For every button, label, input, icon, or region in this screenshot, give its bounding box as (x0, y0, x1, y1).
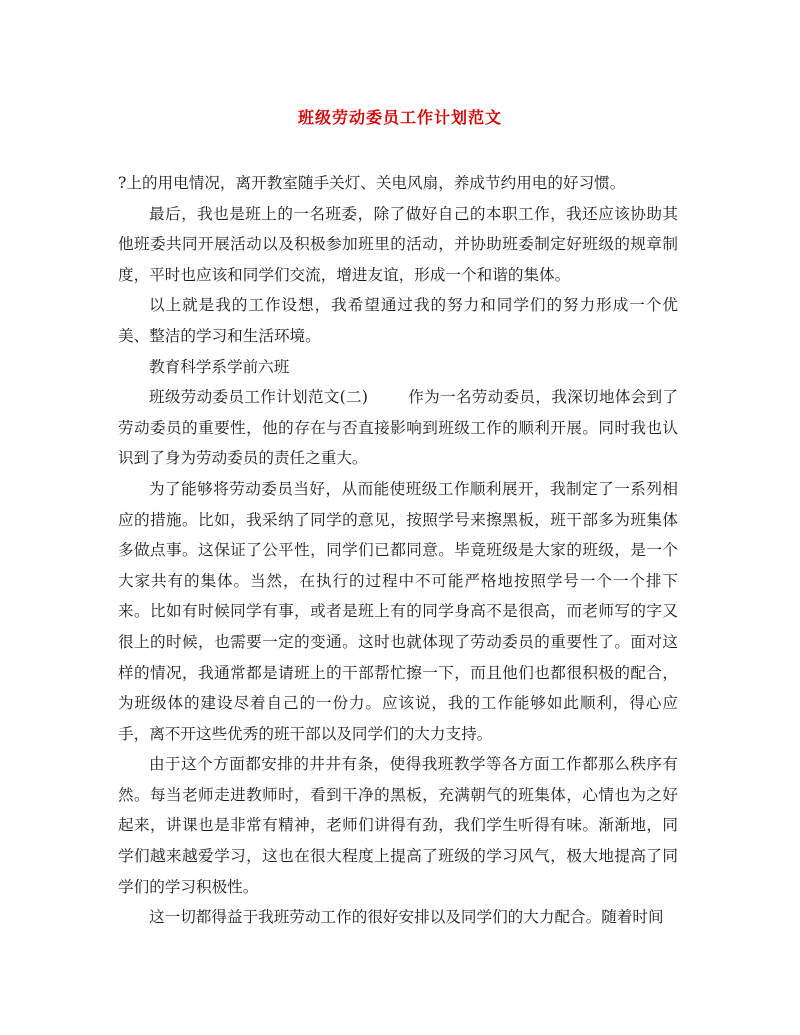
section-heading: 班级劳动委员工作计划范文(二) (149, 388, 368, 407)
paragraph-5: 为了能够将劳动委员当好，从而能使班级工作顺利展开，我制定了一系列相应的措施。比如，我采纳了同学的意见，按照学号来擦黑板，班干部多为班集体多做点事。这保证了公平性，同学们已都同意。毕竟班级是大家的班级，是一个大家共有的集体。当然，在执行的过程中不可能严格地按照学号一个一个排下来。比如有时候同学有事，或者是班上有的同学身高不是很高，而老师写的字又很上的时候，也需要一定的变通。这时也就体现了劳动委员的重要性了。面对这样的情况，我通常都是请班上的干部帮忙擦一下，而且他们也都很积极的配合，为班级体的建设尽着自己的一份力。应该说，我的工作能够如此顺利，得心应手，离不开这些优秀的班干部以及同学们的大力支持。 (118, 479, 678, 743)
document-body (118, 168, 678, 933)
section-paragraph (118, 382, 678, 474)
paragraph-1: ?上的用电情况，离开教室随手关灯、关电风扇，养成节约用电的好习惯。 (118, 174, 626, 192)
section-first-paragraph: 作为一名劳动委员，我深切地体会到了劳动委员的重要性，他的存在与否直接影响到班级工作的顺利开展。同时我也认识到了身为劳动委员的责任之重大。 (118, 388, 678, 468)
paragraph-2: 最后，我也是班上的一名班委，除了做好自己的本职工作，我还应该协助其他班委共同开展活动以及积极参加班里的活动，并协助班委制定好班级的规章制度，平时也应该和同学们交流，增进友谊，形成一个和谐的集体。 (118, 204, 678, 284)
department-line: 教育科学系学前六班 (149, 357, 290, 376)
paragraph-6: 由于这个方面都安排的井井有条，使得我班教学等各方面工作都那么秩序有然。每当老师走进教师时，看到干净的黑板，充满朝气的班集体，心情也为之好起来，讲课也是非常有精神，老师们讲得有劲，我们学生听得有味。渐渐地，同学们越来越爱学习，这也在很大程度上提高了班级的学习风气，极大地提高了同学们的学习积极性。 (118, 755, 678, 896)
paragraph-7: 这一切都得益于我班劳动工作的很好安排以及同学们的大力配合。随着时间 (149, 908, 664, 927)
paragraph-3: 以上就是我的工作设想，我希望通过我的努力和同学们的努力形成一个优美、整洁的学习和生活环境。 (118, 296, 678, 345)
document-title: 班级劳动委员工作计划范文 (297, 108, 502, 127)
